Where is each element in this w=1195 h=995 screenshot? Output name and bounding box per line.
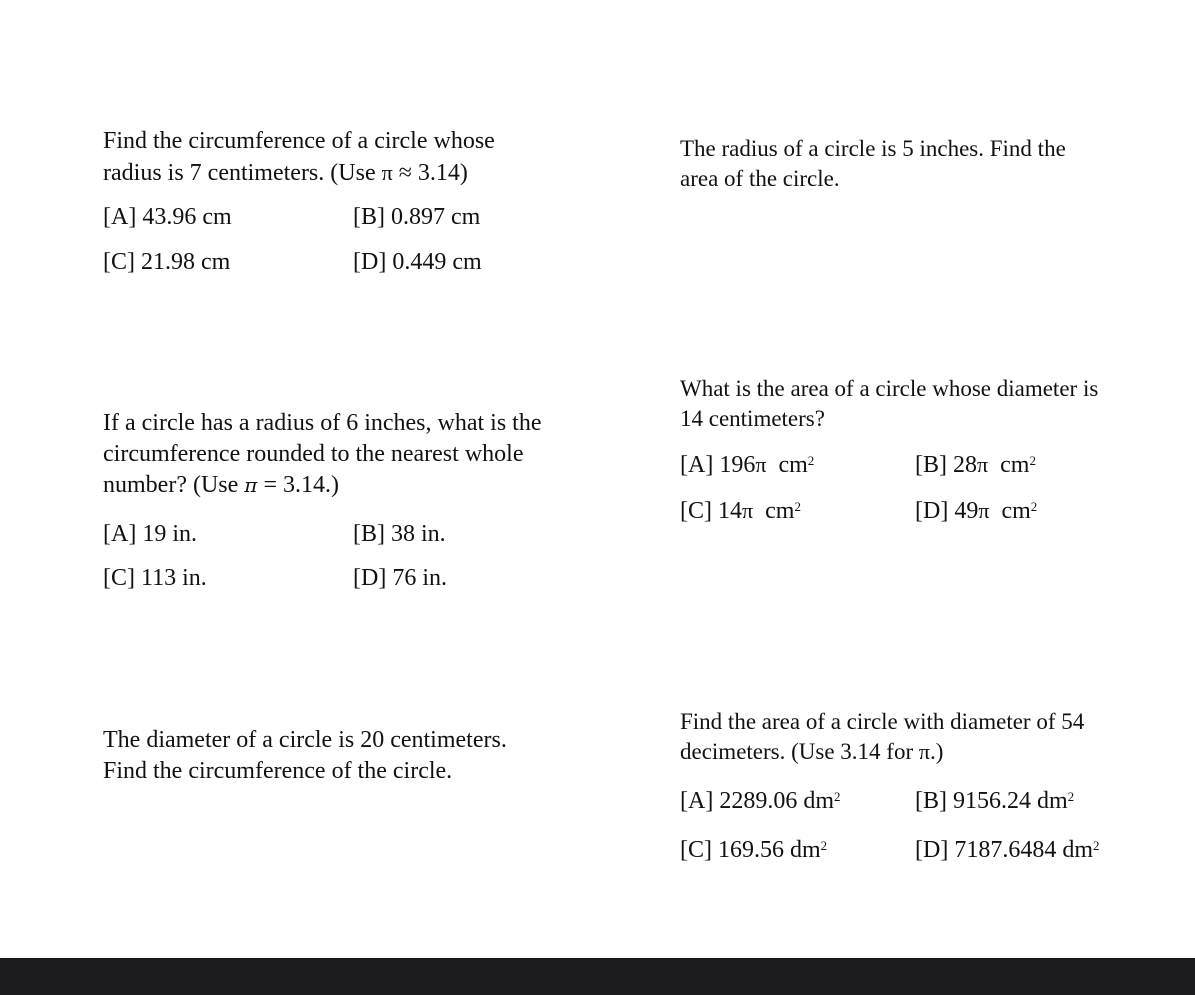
choice-b[interactable]: [B] 28π $cm^2$ [915,452,1036,478]
choice-c[interactable]: [C] 169.56 $dm^2$ [680,837,828,863]
problem-4-question: What is the area of a circle whose diameter is 14 centimeters? [680,376,1099,431]
choice-b[interactable]: [B] 0.897 cm [353,204,481,230]
choice-c[interactable]: [C] 113 in. [103,565,207,591]
bottom-bar [0,958,1195,995]
problem-2 [680,134,1160,194]
problem-4 [680,374,1180,524]
choice-a[interactable]: [A] 43.96 cm [103,204,232,230]
choice-d[interactable]: [D] 76 in. [353,565,447,591]
choice-c[interactable]: [C] 21.98 cm [103,249,231,275]
problem-5 [103,725,623,787]
problem-1-question: Find the circumference of a circle whose radius is 7 centimeters. (Use π ≈ 3.14) [103,128,495,186]
choice-b[interactable]: [B] 38 in. [353,521,446,547]
problem-3 [103,408,623,591]
choice-d[interactable]: [D] 49π $cm^2$ [915,498,1038,524]
choice-b[interactable]: [B] 9156.24 $dm^2$ [915,788,1075,814]
problem-5-question: The diameter of a circle is 20 centimeters. Find the circumference of the circle. [103,727,507,784]
problem-1 [103,126,623,275]
choice-d[interactable]: [D] 0.449 cm [353,249,482,275]
choice-a[interactable]: [A] 2289.06 $dm^2$ [680,788,841,814]
pi-symbol: π [918,739,930,764]
choice-a[interactable]: [A] 196π $cm^2$ [680,452,815,478]
choice-d[interactable]: [D] 7187.6484 $dm^2$ [915,837,1100,863]
choice-a[interactable]: [A] 19 in. [103,521,197,547]
choice-c[interactable]: [C] 14π $cm^2$ [680,498,801,524]
problem-2-question: The radius of a circle is 5 inches. Find the area of the circle. [680,136,1066,191]
problem-6-question: Find the area of a circle with diameter of 54 decimeters. (Use 3.14 for π.) [680,709,1085,764]
problem-3-question: If a circle has a radius of 6 inches, what is the circumference rounded to the nearest whole number? (Use π = 3.14.) [103,410,542,498]
problem-6 [680,707,1180,863]
pi-symbol: π [244,473,258,497]
pi-symbol: π [381,160,393,185]
